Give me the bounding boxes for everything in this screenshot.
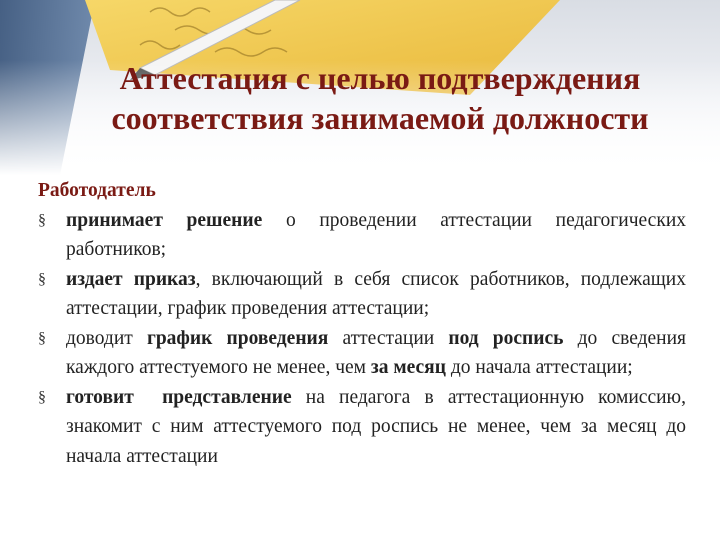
- item-text: о проведении аттестации педагогических работников;: [66, 209, 687, 260]
- list-item: [38, 383, 686, 472]
- item-bold-text: за месяц: [370, 357, 446, 378]
- item-text: до начала аттестации;: [445, 357, 633, 378]
- item-bold-text: под роспись: [448, 327, 564, 349]
- list-item: [38, 324, 686, 383]
- bullet-icon: §: [38, 270, 46, 288]
- item-text: на педагога в аттестационную комиссию, знакомит с ним аттестуемого под роспись не менее, чем за месяц до начала аттестации: [66, 386, 686, 467]
- slide-title: [60, 58, 700, 138]
- item-bold-text: издает приказ: [66, 268, 196, 290]
- bullet-icon: §: [38, 211, 46, 229]
- item-bold-text: график проведения: [146, 327, 329, 349]
- item-bold-text: готовит представление: [66, 386, 292, 408]
- employer-heading: Работодатель: [38, 180, 156, 201]
- slide-body: [38, 176, 686, 471]
- bullet-icon: §: [38, 329, 46, 347]
- item-text: аттестации: [328, 327, 449, 349]
- item-bold-text: принимает решение: [66, 209, 263, 231]
- title-line-1: Аттестация с целью подтверждения: [119, 60, 641, 96]
- list-item: [38, 265, 686, 324]
- bullet-icon: §: [38, 388, 46, 406]
- list-item: [38, 206, 686, 265]
- item-text: до сведения каждого аттестуемого не менее, чем: [66, 327, 687, 378]
- item-text: доводит: [66, 327, 147, 349]
- item-text: , включающий в себя список работников, подлежащих аттестации, график проведения аттестации;: [66, 268, 686, 319]
- duties-list: [38, 206, 686, 472]
- title-line-2: соответствия занимаемой должности: [111, 100, 649, 136]
